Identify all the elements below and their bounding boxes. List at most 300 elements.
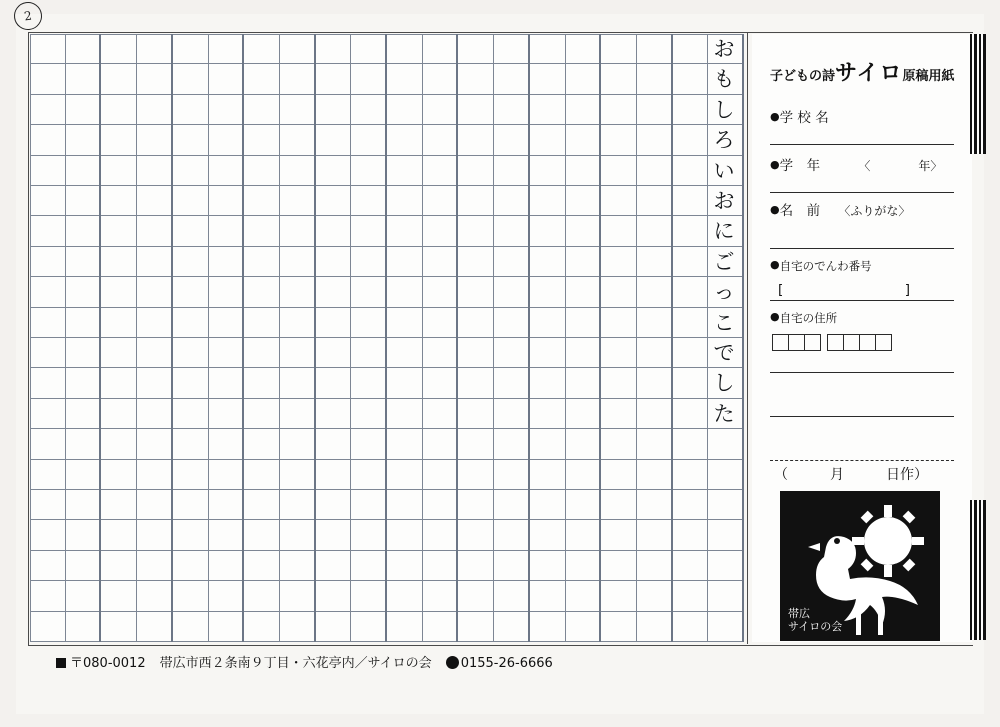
grid-cell[interactable] (530, 460, 565, 490)
grid-cell[interactable] (244, 460, 279, 490)
grid-cell[interactable] (31, 216, 65, 246)
grid-cell[interactable] (31, 490, 65, 520)
grid-cell[interactable] (280, 34, 314, 64)
grid-cell[interactable] (66, 429, 100, 459)
grid-cell[interactable] (530, 338, 565, 368)
grid-cell[interactable] (173, 34, 208, 64)
address-line-2[interactable] (770, 416, 954, 417)
grid-cell[interactable] (387, 216, 422, 246)
grid-cell[interactable] (209, 156, 243, 186)
grid-cell[interactable] (173, 95, 208, 125)
grid-cell[interactable] (137, 520, 171, 550)
grid-cell[interactable] (530, 551, 565, 581)
grid-cell[interactable] (566, 368, 600, 398)
grid-cell[interactable] (137, 156, 171, 186)
grid-cell[interactable] (387, 34, 422, 64)
grid-cell[interactable] (673, 156, 708, 186)
grid-cell[interactable] (601, 216, 636, 246)
grid-cell[interactable] (601, 95, 636, 125)
grid-cell[interactable] (31, 247, 65, 277)
grid-cell[interactable] (423, 34, 457, 64)
grid-cell[interactable] (673, 64, 708, 94)
grid-cell[interactable] (494, 399, 528, 429)
grid-cell[interactable] (31, 520, 65, 550)
grid-cell[interactable] (637, 34, 671, 64)
grid-cell[interactable] (530, 368, 565, 398)
grid-cell[interactable] (458, 95, 493, 125)
grid-cell[interactable] (101, 277, 136, 307)
grid-cell[interactable] (637, 612, 671, 642)
grid-cell[interactable] (209, 125, 243, 155)
grid-cell[interactable] (387, 429, 422, 459)
grid-cell[interactable] (316, 64, 351, 94)
grid-cell[interactable] (244, 520, 279, 550)
grid-cell[interactable] (494, 308, 528, 338)
address-line-1[interactable] (770, 372, 954, 373)
grid-cell[interactable] (101, 490, 136, 520)
grid-cell[interactable] (137, 490, 171, 520)
grid-cell[interactable] (280, 277, 314, 307)
grid-cell[interactable] (601, 308, 636, 338)
grid-cell[interactable] (601, 368, 636, 398)
grid-cell[interactable] (101, 216, 136, 246)
grid-cell[interactable] (137, 581, 171, 611)
grid-cell[interactable] (387, 125, 422, 155)
grid-cell[interactable] (458, 368, 493, 398)
grid-cell[interactable] (137, 34, 171, 64)
grid-cell[interactable] (316, 125, 351, 155)
grid-cell[interactable] (280, 125, 314, 155)
grid-cell[interactable] (66, 520, 100, 550)
grid-cell[interactable] (316, 551, 351, 581)
grid-cell[interactable] (708, 460, 742, 490)
grid-cell[interactable] (566, 308, 600, 338)
grid-cell[interactable] (244, 125, 279, 155)
grid-cell[interactable] (494, 520, 528, 550)
grid-cell[interactable] (209, 429, 243, 459)
grid-cell[interactable] (566, 520, 600, 550)
grid-cell[interactable] (101, 520, 136, 550)
grid-cell[interactable] (280, 490, 314, 520)
grid-cell[interactable] (423, 156, 457, 186)
grid-cell[interactable] (423, 490, 457, 520)
grid-cell[interactable] (244, 551, 279, 581)
grid-cell[interactable] (458, 277, 493, 307)
grid-cell[interactable] (101, 429, 136, 459)
grid-cell[interactable] (673, 399, 708, 429)
grid-cell[interactable] (637, 247, 671, 277)
grid-cell[interactable] (31, 551, 65, 581)
grid-cell[interactable] (244, 368, 279, 398)
grid-cell[interactable] (566, 156, 600, 186)
grid-cell[interactable] (209, 247, 243, 277)
grid-cell[interactable] (173, 125, 208, 155)
grid-cell[interactable] (31, 612, 65, 642)
grid-cell[interactable] (601, 277, 636, 307)
grid-cell[interactable] (637, 308, 671, 338)
grid-cell[interactable] (137, 612, 171, 642)
grid-cell[interactable] (280, 612, 314, 642)
grid-cell[interactable] (316, 247, 351, 277)
address-line-3[interactable] (770, 460, 954, 461)
grid-cell[interactable] (566, 34, 600, 64)
grid-cell[interactable] (31, 277, 65, 307)
grid-cell[interactable] (173, 64, 208, 94)
grid-cell[interactable] (423, 308, 457, 338)
grid-cell[interactable] (673, 490, 708, 520)
grid-cell[interactable] (601, 125, 636, 155)
grid-cell[interactable] (173, 277, 208, 307)
grid-cell[interactable] (494, 460, 528, 490)
grid-cell[interactable] (387, 460, 422, 490)
grid-cell[interactable] (637, 581, 671, 611)
grid-cell[interactable] (280, 338, 314, 368)
grid-cell[interactable] (31, 125, 65, 155)
grid-cell[interactable] (31, 308, 65, 338)
grid-cell[interactable] (66, 460, 100, 490)
grid-cell[interactable] (530, 125, 565, 155)
grid-cell[interactable] (494, 429, 528, 459)
grid-cell[interactable] (423, 460, 457, 490)
grid-cell[interactable] (708, 429, 742, 459)
grid-cell[interactable] (566, 216, 600, 246)
grid-cell[interactable] (708, 308, 742, 338)
grid-cell[interactable] (566, 429, 600, 459)
grid-cell[interactable] (351, 186, 385, 216)
grid-cell[interactable] (351, 338, 385, 368)
grid-cell[interactable] (31, 34, 65, 64)
grid-cell[interactable] (244, 581, 279, 611)
grid-cell[interactable] (601, 34, 636, 64)
grid-cell[interactable] (173, 429, 208, 459)
postal-box[interactable] (772, 334, 789, 351)
grid-cell[interactable] (494, 247, 528, 277)
grid-cell[interactable] (387, 551, 422, 581)
grid-cell[interactable] (673, 186, 708, 216)
grid-cell[interactable] (637, 429, 671, 459)
grid-cell[interactable] (673, 520, 708, 550)
grid-cell[interactable] (351, 460, 385, 490)
grid-cell[interactable] (601, 247, 636, 277)
grid-cell[interactable] (351, 34, 385, 64)
grid-cell[interactable] (316, 520, 351, 550)
grid-cell[interactable] (244, 612, 279, 642)
grid-cell[interactable] (423, 520, 457, 550)
grid-cell[interactable] (316, 581, 351, 611)
grid-cell[interactable] (31, 399, 65, 429)
grid-cell[interactable] (137, 277, 171, 307)
grid-cell[interactable] (209, 338, 243, 368)
grid-cell[interactable] (637, 520, 671, 550)
grid-cell[interactable] (494, 338, 528, 368)
grid-cell[interactable] (351, 612, 385, 642)
grid-cell[interactable] (351, 216, 385, 246)
postal-box[interactable] (827, 334, 844, 351)
grid-cell[interactable] (673, 581, 708, 611)
grid-cell[interactable] (423, 186, 457, 216)
grid-cell[interactable] (458, 490, 493, 520)
grid-cell[interactable] (66, 581, 100, 611)
grid-cell[interactable] (458, 186, 493, 216)
grid-cell[interactable] (351, 156, 385, 186)
grid-cell[interactable] (494, 490, 528, 520)
grid-cell[interactable] (423, 551, 457, 581)
grid-cell[interactable] (101, 247, 136, 277)
grid-cell[interactable] (494, 125, 528, 155)
grid-cell[interactable] (601, 186, 636, 216)
grid-cell[interactable] (566, 125, 600, 155)
grid-cell[interactable] (708, 277, 742, 307)
grid-cell[interactable] (137, 368, 171, 398)
grid-cell[interactable] (494, 34, 528, 64)
grid-cell[interactable] (209, 551, 243, 581)
grid-cell[interactable] (673, 95, 708, 125)
grid-cell[interactable] (423, 277, 457, 307)
grid-cell[interactable] (708, 399, 742, 429)
grid-cell[interactable] (31, 581, 65, 611)
grid-cell[interactable] (173, 581, 208, 611)
grid-cell[interactable] (101, 399, 136, 429)
grid-cell[interactable] (209, 520, 243, 550)
grid-cell[interactable] (66, 277, 100, 307)
grid-cell[interactable] (673, 368, 708, 398)
grid-cell[interactable] (566, 64, 600, 94)
grid-cell[interactable] (280, 429, 314, 459)
grid-cell[interactable] (637, 156, 671, 186)
grid-cell[interactable] (458, 308, 493, 338)
grid-cell[interactable] (316, 429, 351, 459)
grid-cell[interactable] (101, 460, 136, 490)
grid-cell[interactable] (601, 581, 636, 611)
grid-cell[interactable] (458, 429, 493, 459)
grid-cell[interactable] (137, 399, 171, 429)
grid-cell[interactable] (280, 216, 314, 246)
grid-cell[interactable] (530, 247, 565, 277)
grid-cell[interactable] (101, 338, 136, 368)
grid-cell[interactable] (601, 490, 636, 520)
grid-cell[interactable] (530, 95, 565, 125)
grid-cell[interactable] (66, 308, 100, 338)
grid-cell[interactable] (530, 581, 565, 611)
grid-cell[interactable] (351, 490, 385, 520)
grid-cell[interactable] (101, 612, 136, 642)
grid-cell[interactable] (637, 368, 671, 398)
grid-cell[interactable] (708, 216, 742, 246)
grid-cell[interactable] (458, 399, 493, 429)
grid-cell[interactable] (316, 95, 351, 125)
grid-cell[interactable] (316, 338, 351, 368)
grid-cell[interactable] (423, 64, 457, 94)
grid-cell[interactable] (673, 429, 708, 459)
grid-cell[interactable] (280, 64, 314, 94)
grid-cell[interactable] (280, 247, 314, 277)
postal-box[interactable] (875, 334, 892, 351)
grid-cell[interactable] (244, 490, 279, 520)
grid-cell[interactable] (209, 399, 243, 429)
grid-cell[interactable] (423, 338, 457, 368)
grid-cell[interactable] (566, 460, 600, 490)
grid-cell[interactable] (566, 612, 600, 642)
grid-cell[interactable] (66, 64, 100, 94)
grid-cell[interactable] (637, 216, 671, 246)
grid-cell[interactable] (458, 34, 493, 64)
grid-cell[interactable] (494, 156, 528, 186)
grid-cell[interactable] (137, 125, 171, 155)
grid-cell[interactable] (280, 551, 314, 581)
grid-cell[interactable] (316, 460, 351, 490)
grid-cell[interactable] (244, 95, 279, 125)
grid-cell[interactable] (316, 490, 351, 520)
grid-cell[interactable] (708, 490, 742, 520)
grid-cell[interactable] (423, 247, 457, 277)
grid-cell[interactable] (31, 186, 65, 216)
grid-cell[interactable] (351, 308, 385, 338)
grid-cell[interactable] (209, 490, 243, 520)
grid-cell[interactable] (66, 368, 100, 398)
grid-cell[interactable] (494, 368, 528, 398)
grid-cell[interactable] (351, 125, 385, 155)
grid-cell[interactable] (31, 338, 65, 368)
grid-cell[interactable] (601, 551, 636, 581)
grid-cell[interactable] (566, 581, 600, 611)
grid-cell[interactable] (209, 308, 243, 338)
field-grade-input[interactable] (770, 192, 954, 193)
grid-cell[interactable] (387, 520, 422, 550)
grid-cell[interactable] (244, 64, 279, 94)
grid-cell[interactable] (101, 308, 136, 338)
grid-cell[interactable] (316, 399, 351, 429)
grid-cell[interactable] (530, 612, 565, 642)
grid-cell[interactable] (530, 34, 565, 64)
grid-cell[interactable] (280, 520, 314, 550)
grid-cell[interactable] (316, 368, 351, 398)
grid-cell[interactable] (101, 186, 136, 216)
grid-cell[interactable] (31, 95, 65, 125)
grid-cell[interactable] (137, 460, 171, 490)
grid-cell[interactable] (101, 34, 136, 64)
grid-cell[interactable] (494, 612, 528, 642)
grid-cell[interactable] (66, 216, 100, 246)
grid-cell[interactable] (387, 581, 422, 611)
grid-cell[interactable] (173, 308, 208, 338)
grid-cell[interactable] (566, 277, 600, 307)
grid-cell[interactable] (601, 156, 636, 186)
grid-cell[interactable] (637, 95, 671, 125)
grid-cell[interactable] (637, 399, 671, 429)
grid-cell[interactable] (566, 490, 600, 520)
grid-cell[interactable] (530, 520, 565, 550)
grid-cell[interactable] (209, 612, 243, 642)
grid-cell[interactable] (637, 277, 671, 307)
grid-cell[interactable] (423, 399, 457, 429)
field-name-input[interactable] (770, 248, 954, 249)
grid-cell[interactable] (673, 551, 708, 581)
grid-cell[interactable] (316, 277, 351, 307)
grid-cell[interactable] (708, 95, 742, 125)
grid-cell[interactable] (209, 95, 243, 125)
grid-cell[interactable] (137, 95, 171, 125)
grid-cell[interactable] (316, 186, 351, 216)
grid-cell[interactable] (66, 186, 100, 216)
field-phone-value[interactable]: [ ] (778, 282, 911, 298)
grid-cell[interactable] (173, 460, 208, 490)
postal-box[interactable] (804, 334, 821, 351)
postal-box[interactable] (859, 334, 876, 351)
grid-cell[interactable] (708, 520, 742, 550)
grid-cell[interactable] (458, 156, 493, 186)
grid-cell[interactable] (387, 95, 422, 125)
grid-cell[interactable] (66, 338, 100, 368)
grid-cell[interactable] (458, 216, 493, 246)
grid-cell[interactable] (209, 460, 243, 490)
grid-cell[interactable] (280, 156, 314, 186)
grid-cell[interactable] (66, 612, 100, 642)
postal-box[interactable] (843, 334, 860, 351)
grid-cell[interactable] (101, 95, 136, 125)
grid-cell[interactable] (31, 64, 65, 94)
grid-cell[interactable] (280, 308, 314, 338)
grid-cell[interactable] (173, 551, 208, 581)
grid-cell[interactable] (209, 34, 243, 64)
grid-cell[interactable] (173, 216, 208, 246)
grid-cell[interactable] (387, 156, 422, 186)
grid-cell[interactable] (530, 490, 565, 520)
grid-cell[interactable] (137, 247, 171, 277)
grid-cell[interactable] (673, 125, 708, 155)
grid-cell[interactable] (637, 186, 671, 216)
grid-cell[interactable] (601, 64, 636, 94)
grid-cell[interactable] (173, 338, 208, 368)
grid-cell[interactable] (316, 34, 351, 64)
grid-cell[interactable] (673, 460, 708, 490)
grid-cell[interactable] (530, 156, 565, 186)
grid-cell[interactable] (316, 216, 351, 246)
grid-cell[interactable] (137, 429, 171, 459)
grid-cell[interactable] (209, 368, 243, 398)
grid-cell[interactable] (316, 308, 351, 338)
grid-cell[interactable] (173, 520, 208, 550)
grid-cell[interactable] (494, 277, 528, 307)
grid-cell[interactable] (101, 368, 136, 398)
grid-cell[interactable] (673, 34, 708, 64)
grid-cell[interactable] (566, 247, 600, 277)
grid-cell[interactable] (708, 338, 742, 368)
grid-cell[interactable] (637, 125, 671, 155)
grid-cell[interactable] (601, 520, 636, 550)
grid-cell[interactable] (244, 186, 279, 216)
grid-cell[interactable] (387, 186, 422, 216)
grid-cell[interactable] (173, 186, 208, 216)
postal-box[interactable] (788, 334, 805, 351)
grid-cell[interactable] (280, 368, 314, 398)
grid-cell[interactable] (137, 551, 171, 581)
grid-cell[interactable] (387, 277, 422, 307)
grid-cell[interactable] (566, 186, 600, 216)
grid-cell[interactable] (387, 490, 422, 520)
grid-cell[interactable] (351, 399, 385, 429)
grid-cell[interactable] (458, 125, 493, 155)
grid-cell[interactable] (244, 399, 279, 429)
grid-cell[interactable] (351, 551, 385, 581)
grid-cell[interactable] (351, 277, 385, 307)
grid-cell[interactable] (280, 95, 314, 125)
grid-cell[interactable] (209, 277, 243, 307)
grid-cell[interactable] (387, 308, 422, 338)
grid-cell[interactable] (530, 429, 565, 459)
grid-cell[interactable] (387, 64, 422, 94)
grid-cell[interactable] (423, 581, 457, 611)
grid-cell[interactable] (137, 186, 171, 216)
